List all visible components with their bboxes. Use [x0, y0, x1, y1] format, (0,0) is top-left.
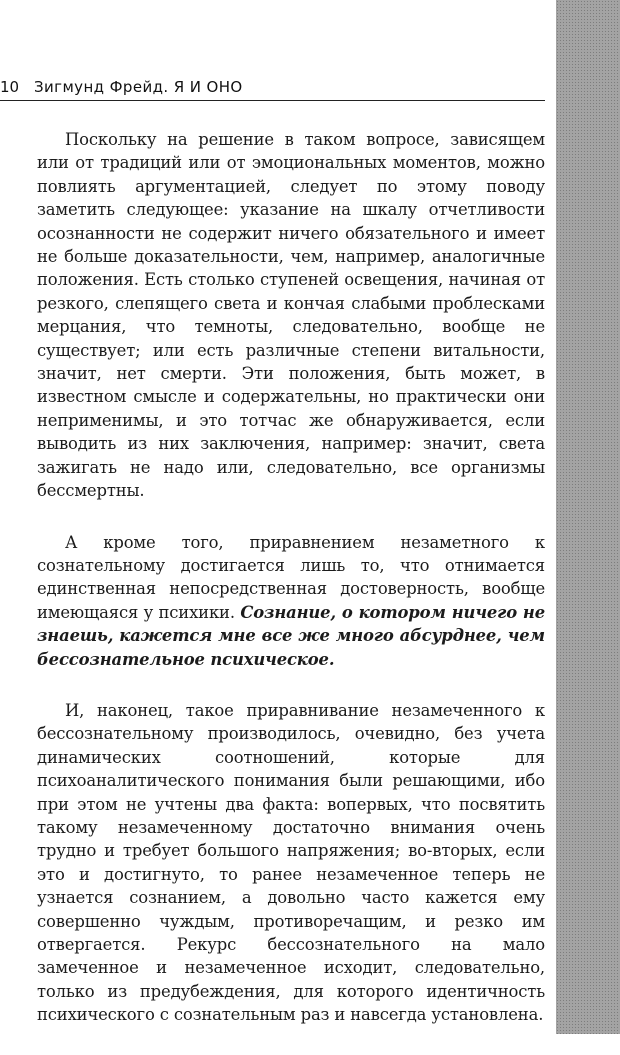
scanned-page-edge	[556, 0, 620, 1034]
book-title: Зигмунд Фрейд. Я И ОНО	[34, 78, 243, 96]
paragraph-2	[37, 531, 545, 671]
paragraph-2-text: А кроме того, приравнением незаметного к сознательному достигается лишь то, что отнимается единственная непосредственная достоверность, вообще имеющаяся у психики.	[37, 532, 545, 622]
paragraph-2-emphasis: Сознание, о котором ничего не знаешь, кажется мне все же много абсурднее, чем бессознательное психическое.	[37, 602, 546, 669]
page-number: 10	[0, 78, 20, 96]
body-text	[37, 128, 545, 1055]
paragraph-3: И, наконец, такое приравнивание незамеченного к бессознательному производилось, очевидно, без учета динамических соотношений, которые для психоаналитического понимания были решающими, ибо при этом не учтены два факта: вопервых, что посвятить такому незамеченному достаточно внимания очень трудно и требует большого напряжения; во-вторых, если это и достигнуто, то ранее незамеченное теперь не узнается сознанием, а довольно часто кажется ему совершенно чуждым, противоречащим, и резко им отвергается. Рекурс бессознательного на мало замеченное и незамеченное исходит, следовательно, только из предубеждения, для которого идентичность психического с сознательным раз и навсегда установлена.	[37, 700, 545, 1025]
running-header	[0, 78, 545, 101]
paragraph-1: Поскольку на решение в таком вопросе, зависящем или от традиций или от эмоциональных моментов, можно повлиять аргументацией, следует по этому поводу заметить следующее: указание на шкалу отчетливости осознанности не содержит ничего обязательного и имеет не больше доказательности, чем, например, аналогичные положения. Есть столько ступеней освещения, начиная от резкого, слепящего света и кончая слабыми проблесками мерцания, что темноты, следовательно, вообще не существует; или есть различные степени витальности, значит, нет смерти. Эти положения, быть может, в известном смысле и содержательны, но практически они неприменимы, и это тотчас же обнаруживается, если выводить из них заключения, например: значит, света зажигать не надо или, следовательно, все организмы бессмертны.	[37, 130, 545, 501]
